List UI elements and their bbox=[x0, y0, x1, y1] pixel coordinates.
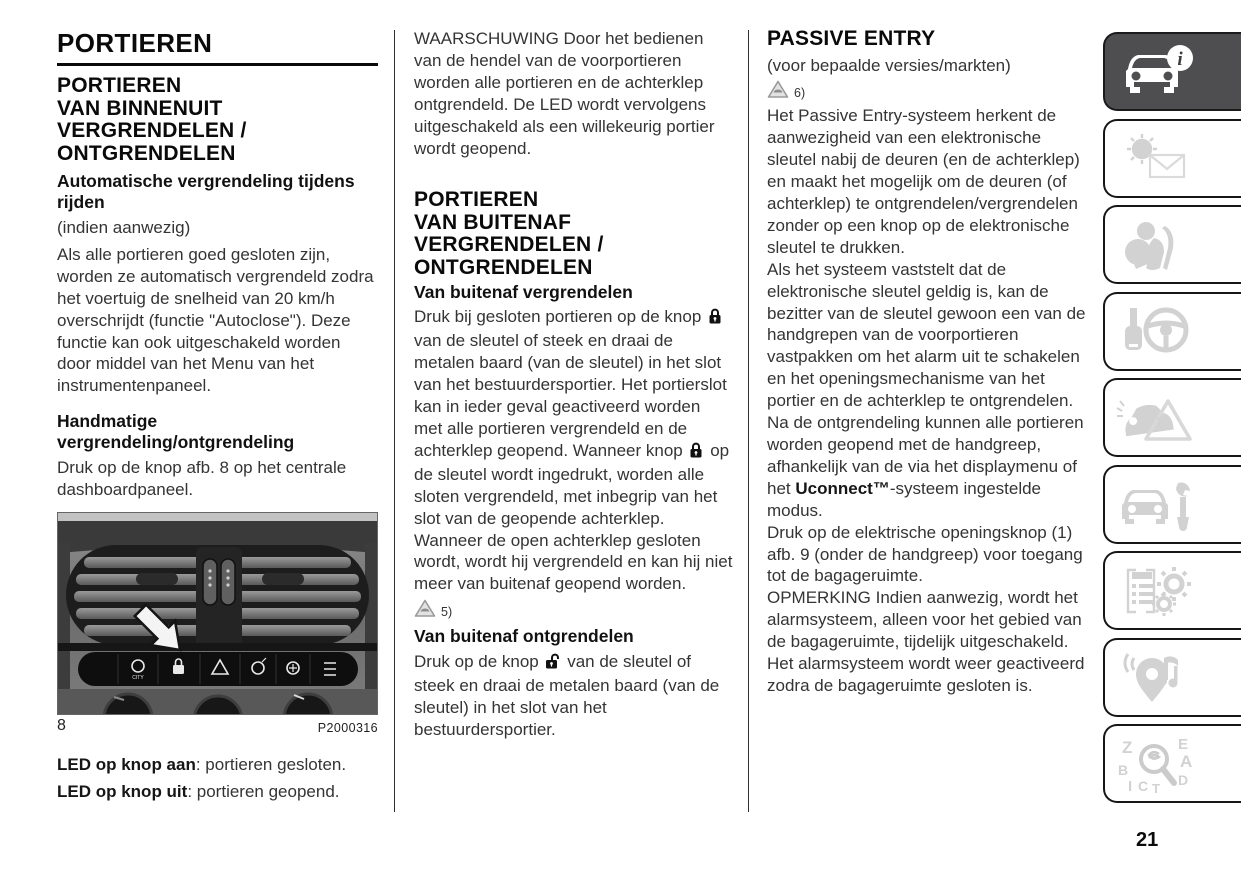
paragraph-passive-entry-3: Na de ontgrendeling kunnen alle portieren worden geopend met de handgreep, afhankelijk van de via het displaymenu of het Uconnect™-systeem ingestelde modus. bbox=[767, 413, 1084, 520]
section-heading-outside-locking: PORTIEREN VAN BUITENAF VERGRENDELEN / ONTGRENDELEN bbox=[414, 188, 604, 279]
tab-technical-data[interactable] bbox=[1103, 551, 1241, 630]
paragraph-manual-locking: Druk op de knop afb. 8 op het centrale dashboardpaneel. bbox=[57, 458, 347, 500]
figure-dashboard bbox=[57, 512, 378, 735]
footnote-6: 6) bbox=[767, 80, 1088, 99]
svg-text:Z: Z bbox=[1122, 737, 1133, 757]
tab-starting-driving[interactable] bbox=[1103, 292, 1241, 371]
subheading-unlock-outside: Van buitenaf ontgrendelen bbox=[414, 626, 634, 647]
tab-emergency[interactable] bbox=[1103, 378, 1241, 457]
tab-alphabetical-index[interactable] bbox=[1103, 724, 1241, 803]
closed-lock-icon bbox=[708, 308, 722, 330]
column-left bbox=[57, 28, 378, 803]
tab-safety[interactable] bbox=[1103, 205, 1241, 284]
closed-lock-icon bbox=[689, 442, 703, 464]
passive-entry-subtitle: (voor bepaalde versies/markten) bbox=[767, 55, 1011, 75]
crash-triangle-icon bbox=[1116, 389, 1204, 447]
paragraph-passive-entry-1: Het Passive Entry-systeem herkent de aanwezigheid van een elektronische sleutel nabij de deuren (en de achterklep) en maakt het mogelijk om de deuren (of achterklep) te ontgrendelen/vergrendelen zonder op een knop op de elektronische sleutel te drukken. bbox=[767, 106, 1080, 257]
svg-text:A: A bbox=[1180, 751, 1193, 771]
paragraph-lock-outside: Druk bij gesloten portieren op de knop van de sleutel of steek en draai de metalen baard (van de sleutel) in het slot van het bestuurdersportier. Het portierslot kan in ieder geval geactiveerd worden met alle portieren vergrendeld en de achterklep geopend. Wanneer knop op de sleutel wordt ingedrukt, worden alle sloten vergrendeld, met inbegrip van het slot van de geopende achterklep. Wanneer de open achterklep gesloten wordt, wordt hij vergrendeld en kan hij niet meer van buitenaf geopend worden. bbox=[414, 307, 733, 594]
availability-note: (indien aanwezig) bbox=[57, 218, 191, 237]
svg-text:E: E bbox=[1178, 735, 1189, 753]
key-steering-icon bbox=[1116, 302, 1204, 360]
subheading-manual-locking: Handmatige vergrendeling/ontgrendeling bbox=[57, 411, 295, 453]
tab-multimedia[interactable] bbox=[1103, 638, 1241, 717]
tab-vehicle-info[interactable] bbox=[1103, 32, 1241, 111]
column-middle bbox=[414, 28, 733, 741]
car-info-icon bbox=[1116, 43, 1204, 101]
svg-text:C: C bbox=[1138, 777, 1149, 793]
column-right bbox=[767, 28, 1088, 697]
page-number: 21 bbox=[1136, 829, 1159, 851]
car-wrench-icon bbox=[1116, 475, 1204, 533]
svg-text:D: D bbox=[1178, 771, 1189, 788]
paragraph-passive-entry-5: OPMERKING Indien aanwezig, wordt het alarmsysteem, alleen voor het gebied van de bagageruimte, tijdelijk uitgeschakeld. Het alarmsysteem wordt weer geactiveerd zodra de bagageruimte gesloten is. bbox=[767, 588, 1085, 695]
paragraph-warning: WAARSCHUWING Door het bedienen van de hendel van de voorportieren worden alle portieren en de achterklep ontgrendeld. De LED wordt vervolgens uitgeschakeld als een willekeurig portier wordt geopend. bbox=[414, 29, 715, 158]
uconnect-brand: Uconnect™ bbox=[795, 478, 890, 498]
svg-text:T: T bbox=[1152, 780, 1160, 793]
tab-warning-lights-messages[interactable] bbox=[1103, 119, 1241, 198]
svg-text:CITY: CITY bbox=[132, 675, 144, 682]
figure-caption bbox=[57, 717, 378, 735]
warning-car-triangle-icon bbox=[767, 80, 789, 99]
dashboard-photo bbox=[57, 512, 378, 715]
subheading-lock-outside: Van buitenaf vergrendelen bbox=[414, 282, 633, 303]
section-heading-inside-locking: PORTIEREN VAN BINNENUIT VERGRENDELEN / ONTGRENDELEN bbox=[57, 74, 247, 165]
list-gears-icon bbox=[1116, 562, 1204, 620]
paragraph-passive-entry-2: Als het systeem vaststelt dat de elektronische sleutel geldig is, kan de bezitter van de sleutel gewoon een van de handgrepen van de voorportieren vastpakken om het alarm uit te schakelen en het openingsmechanisme van het portier en de achterklep te ontgrendelen. bbox=[767, 259, 1086, 411]
paragraph-passive-entry-4: Druk op de elektrische openingsknop (1) afb. 9 (onder de handgreep) voor toegang tot de bagageruimte. bbox=[767, 522, 1083, 586]
led-on-label: LED op knop aan bbox=[57, 755, 196, 775]
open-lock-icon bbox=[545, 653, 560, 675]
section-tab-rail bbox=[1103, 32, 1241, 803]
svg-text:I: I bbox=[1128, 777, 1133, 793]
subheading-autoclose: Automatische vergrendeling tijdens rijden bbox=[57, 171, 355, 212]
figure-code: P2000316 bbox=[317, 721, 378, 736]
sun-envelope-icon bbox=[1116, 129, 1204, 187]
led-off-line: LED op knop uit: portieren geopend. bbox=[57, 781, 340, 801]
led-off-label: LED op knop uit bbox=[57, 781, 188, 801]
media-pin-icon bbox=[1116, 648, 1204, 706]
paragraph-unlock-outside: Druk op de knop van de sleutel of steek en draai de metalen baard (van de sleutel) in het slot van het bestuurdersportier. bbox=[414, 652, 720, 739]
led-on-line: LED op knop aan: portieren gesloten. bbox=[57, 755, 347, 775]
index-search-icon bbox=[1116, 735, 1204, 793]
tab-service-maintenance[interactable] bbox=[1103, 465, 1241, 544]
figure-number: 8 bbox=[57, 717, 66, 735]
page-title: PORTIEREN bbox=[57, 28, 378, 66]
footnote-5: 5) bbox=[414, 599, 733, 618]
column-divider-2 bbox=[748, 30, 749, 812]
column-divider-1 bbox=[394, 30, 395, 812]
svg-text:B: B bbox=[1118, 761, 1129, 778]
warning-car-triangle-icon bbox=[414, 599, 436, 618]
paragraph-autoclose: Als alle portieren goed gesloten zijn, worden ze automatisch vergrendeld zodra het voertuig de snelheid van 20 km/h overschrijdt (functie "Autoclose"). Deze functie kan ook uitgeschakeld worden door middel van het Menu van het instrumentenpaneel. bbox=[57, 244, 374, 396]
svg-text:i: i bbox=[1177, 48, 1183, 70]
section-heading-passive-entry: PASSIVE ENTRY bbox=[767, 27, 936, 50]
airbag-icon bbox=[1116, 216, 1204, 274]
